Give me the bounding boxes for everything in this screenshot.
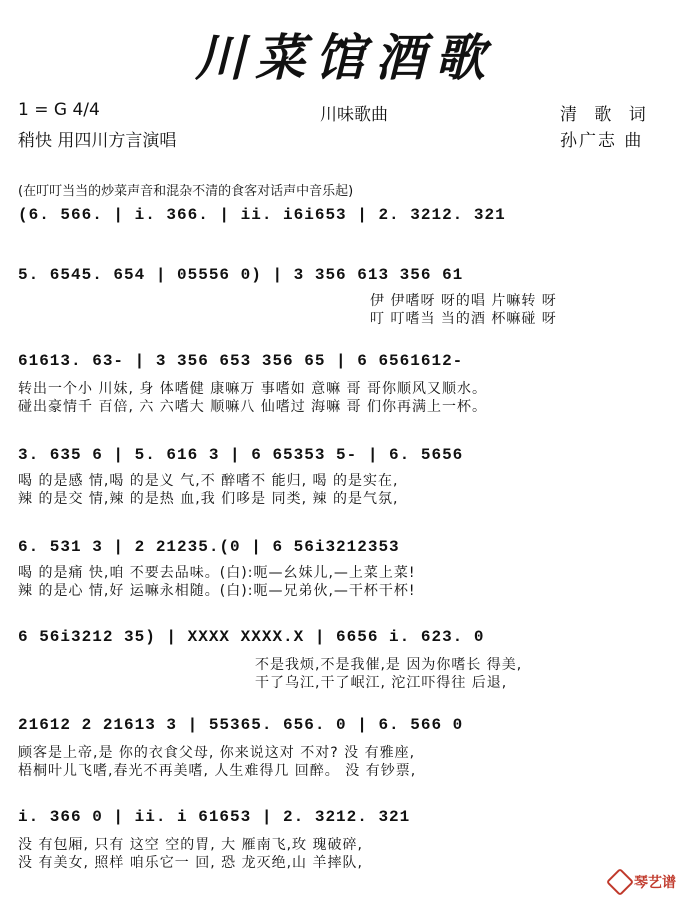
lyric-line-1: 顾客是上帝,是 你的衣食父母, 你来说这对 不对? 没 有雅座,: [18, 745, 416, 761]
lyric-line-1: 没 有包厢, 只有 这空 空的胃, 大 雁南飞,玫 瑰破碎,: [18, 837, 363, 853]
lyric-line-2: 碰出豪情千 百倍, 六 六嗜大 顺嘛八 仙嗜过 海嘛 哥 们你再满上一杯。: [18, 399, 488, 415]
lyric-line-2: 没 有美女, 照样 咱乐它一 回, 恐 龙灭绝,山 羊摔队,: [18, 855, 363, 871]
key-time-signature: 1 = G 4/4: [18, 100, 100, 120]
notation-row: (6. 566. | i. 366. | ii. i6i653 | 2. 3212. 321: [18, 206, 506, 224]
composer-credit: 孙广志 曲: [560, 131, 644, 151]
lyric-line-2: 叮 叮嗜当 当的酒 杯嘛碰 呀: [370, 311, 557, 327]
lyricist-credit: 清 歌 词: [560, 105, 652, 125]
watermark-text: 琴艺谱: [634, 875, 676, 891]
lyric-line-2: 辣 的是心 情,好 运嘛永相随。(白):呃—兄弟伙,—干杯干杯!: [18, 583, 416, 599]
genre-label: 川味歌曲: [320, 105, 388, 125]
lyric-line-2: 干了乌江,干了岷江, 沱江吓得往 后退,: [255, 675, 508, 691]
logo-icon: [606, 868, 634, 896]
notation-row: 61613. 63- | 3 356 653 356 65 | 6 6561612-: [18, 352, 464, 370]
lyric-line-2: 辣 的是交 情,辣 的是热 血,我 们哆是 同类, 辣 的是气氛,: [18, 491, 399, 507]
lyric-line-1: 伊 伊嗜呀 呀的唱 片嘛转 呀: [370, 293, 557, 309]
watermark-logo: [610, 872, 676, 892]
notation-row: 6 56i3212 35) | XXXX XXXX.X | 6656 i. 623. 0: [18, 628, 485, 646]
lyric-line-1: 喝 的是感 情,喝 的是义 气,不 醉嗜不 能归, 喝 的是实在,: [18, 473, 399, 489]
notation-row: i. 366 0 | ii. i 61653 | 2. 3212. 321: [18, 808, 411, 826]
lyric-line-1: 喝 的是痛 快,咱 不要去品味。(白):呃—幺妹儿,—上菜上菜!: [18, 565, 416, 581]
tempo-instruction: 稍快 用四川方言演唱: [18, 131, 177, 151]
notation-row: 5. 6545. 654 | 05556 0) | 3 356 613 356 61: [18, 266, 464, 284]
notation-row: 6. 531 3 | 2 21235.(0 | 6 56i3212353: [18, 538, 400, 556]
lyric-line-2: 梧桐叶儿飞嗜,春光不再美嗜, 人生难得几 回醉。 没 有钞票,: [18, 763, 417, 779]
intro-note: (在叮叮当当的炒菜声音和混杂不清的食客对话声中音乐起): [18, 184, 354, 199]
notation-row: 21612 2 21613 3 | 55365. 656. 0 | 6. 566 0: [18, 716, 464, 734]
lyric-line-1: 转出一个小 川妹, 身 体嗜健 康嘛万 事嗜如 意嘛 哥 哥你顺风又顺水。: [18, 381, 488, 397]
lyric-line-1: 不是我烦,不是我催,是 因为你嗜长 得美,: [255, 657, 523, 673]
notation-row: 3. 635 6 | 5. 616 3 | 6 65353 5- | 6. 5656: [18, 446, 464, 464]
song-title: 川菜馆酒歌: [195, 28, 495, 87]
